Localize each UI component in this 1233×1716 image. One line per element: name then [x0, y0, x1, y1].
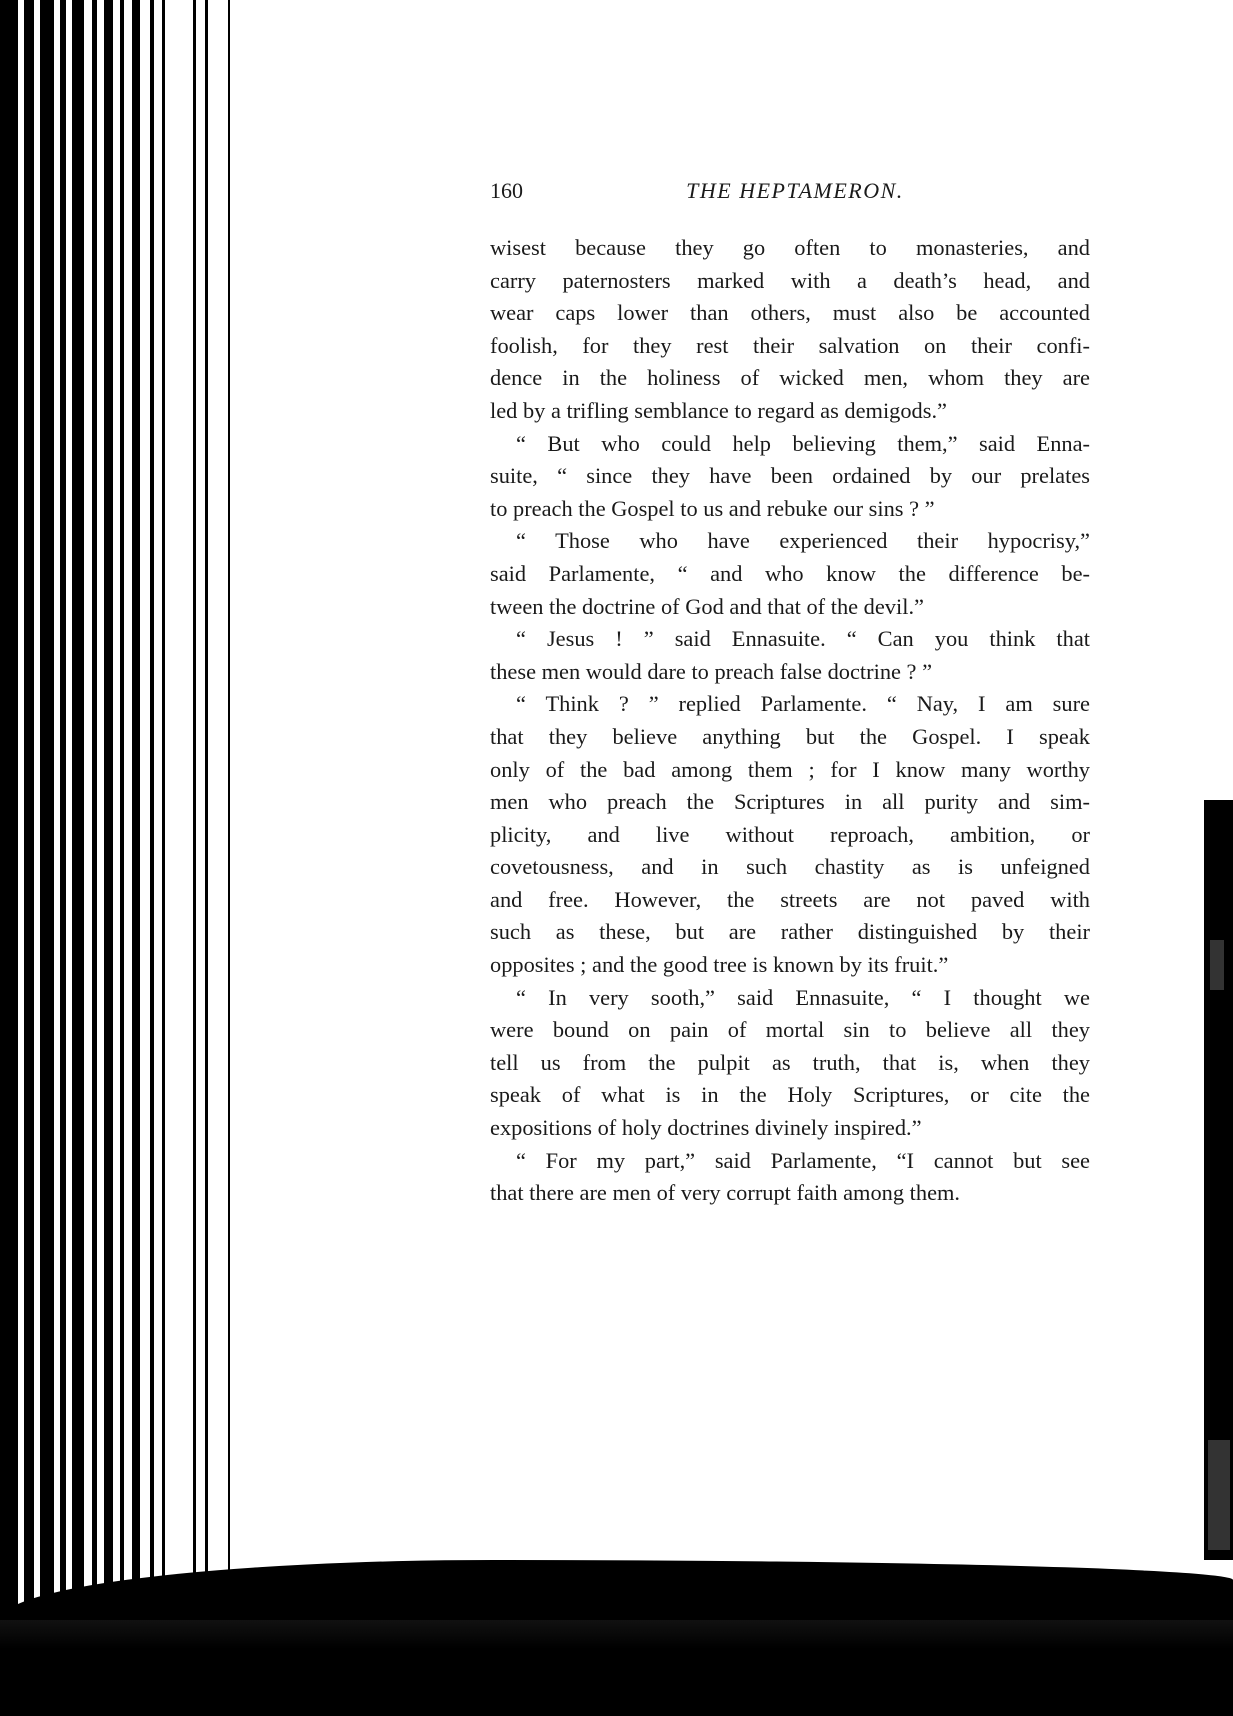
text-line: to preach the Gospel to us and rebuke our sins ? ” — [490, 495, 935, 521]
running-title: THE HEPTAMERON. — [686, 178, 904, 203]
page-edge-strip — [228, 0, 230, 1716]
text-line: wisest because they go often to monasteries, and — [490, 235, 1090, 260]
scan-edge-bottom — [0, 1620, 1233, 1716]
text-line: “ Those who have experienced their hypocrisy,” — [516, 528, 1090, 554]
page-edge-strip — [104, 0, 113, 1716]
text-line: speak of what is in the Holy Scriptures, or cite the — [490, 1082, 1090, 1108]
page-edge-strip — [205, 0, 208, 1716]
page-edge-strip — [132, 0, 140, 1716]
text-line: “ Think ? ” replied Parlamente. “ Nay, I am sure — [516, 691, 1090, 717]
text-line: plicity, and live without reproach, ambition, or — [490, 821, 1090, 847]
text-line: were bound on pain of mortal sin to believe all they — [490, 1017, 1090, 1043]
text-line: led by a trifling semblance to regard as demigods.” — [490, 397, 947, 423]
page-edge-strip — [92, 0, 97, 1716]
text-line: that they believe anything but the Gospel. I speak — [490, 723, 1090, 749]
text-line: covetousness, and in such chastity as is unfeigned — [490, 854, 1090, 880]
page-edge-strip — [120, 0, 124, 1716]
page-edge-strip — [40, 0, 54, 1716]
text-line: tell us from the pulpit as truth, that is, when they — [490, 1049, 1090, 1075]
text-line: and free. However, the streets are not paved with — [490, 886, 1090, 912]
text-line: “ Jesus ! ” said Ennasuite. “ Can you think that — [516, 626, 1090, 652]
page-edge-strip — [60, 0, 66, 1716]
text-line: that there are men of very corrupt faith among them. — [490, 1180, 961, 1206]
text-line: these men would dare to preach false doctrine ? ” — [490, 658, 933, 684]
text-line: suite, “ since they have been ordained by our prelates — [490, 463, 1090, 489]
page-edge-strip — [150, 0, 154, 1716]
text-line: dence in the holiness of wicked men, whom they are — [490, 365, 1090, 391]
text-line: men who preach the Scriptures in all purity and sim- — [490, 789, 1090, 815]
text-line: tween the doctrine of God and that of the devil.” — [490, 593, 924, 619]
text-line: “ But who could help believing them,” said Enna- — [516, 430, 1090, 456]
page-edge-strip — [162, 0, 165, 1716]
body-text — [490, 232, 1090, 1210]
text-line: carry paternosters marked with a death’s head, and — [490, 267, 1090, 293]
text-line: opposites ; and the good tree is known by its fruit.” — [490, 952, 949, 978]
text-line: said Parlamente, “ and who know the difference be- — [490, 560, 1090, 586]
text-line: wear caps lower than others, must also be accounted — [490, 300, 1090, 326]
text-line: expositions of holy doctrines divinely inspired.” — [490, 1115, 922, 1141]
page-edge-strip — [24, 0, 34, 1716]
scan-edge-left — [0, 0, 18, 1716]
page-edge-strip — [72, 0, 84, 1716]
text-line: only of the bad among them ; for I know many worthy — [490, 756, 1090, 782]
scan-speck — [1208, 1440, 1230, 1550]
page-header — [490, 178, 1100, 214]
page-number: 160 — [490, 178, 523, 203]
text-line: “ For my part,” said Parlamente, “I cannot but see — [516, 1147, 1090, 1173]
text-line: foolish, for they rest their salvation on their confi- — [490, 332, 1090, 358]
scan-speck — [1210, 940, 1224, 990]
text-line: such as these, but are rather distinguished by their — [490, 919, 1090, 945]
text-line: “ In very sooth,” said Ennasuite, “ I thought we — [516, 984, 1090, 1010]
page-edge-strip — [193, 0, 196, 1716]
